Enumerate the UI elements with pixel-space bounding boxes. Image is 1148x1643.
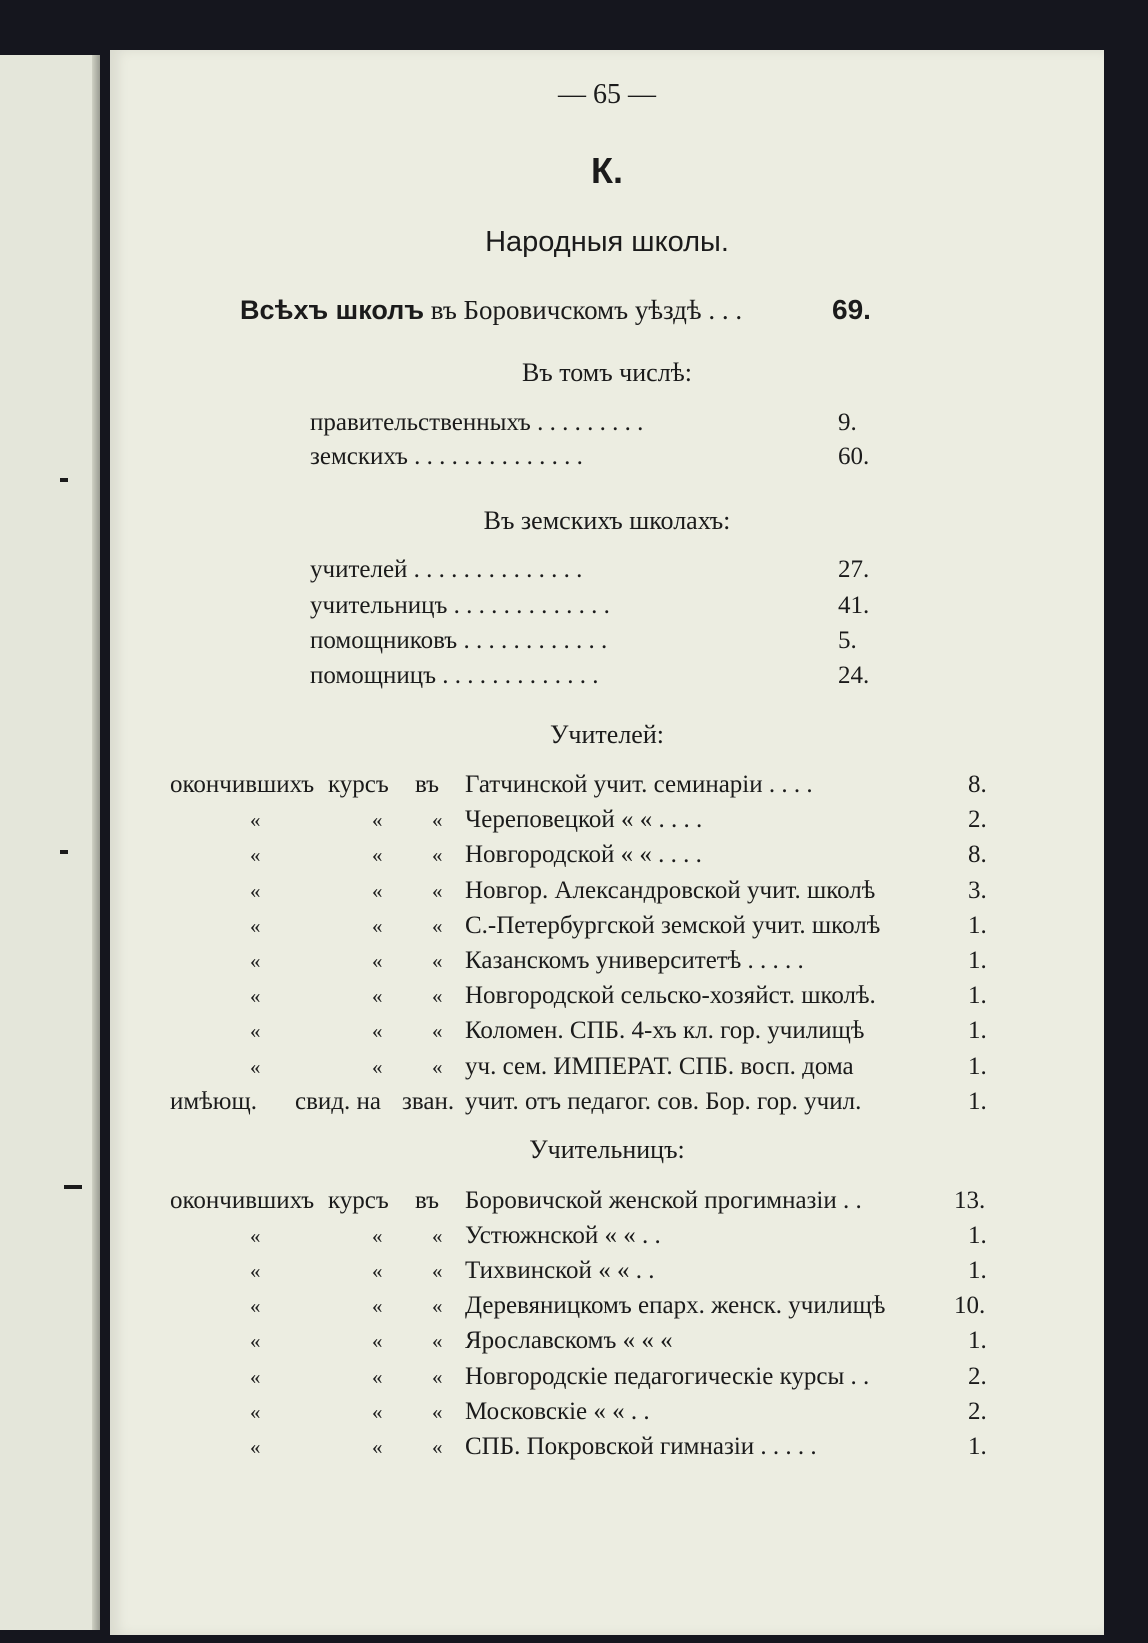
row-value: 3. (968, 876, 987, 904)
row-value: 2. (968, 806, 987, 834)
col-2: « (372, 949, 383, 973)
col-1: окончившихъ (170, 1187, 315, 1214)
col-3: « (432, 808, 443, 833)
row-value: 1. (968, 1052, 987, 1080)
col-2: « (372, 843, 383, 868)
table-row (110, 876, 1104, 906)
staff-label: учительницъ . . . . . . . . . . . . . (310, 592, 610, 619)
row-description: уч. сем. ИМПЕРАТ. СПБ. восп. дома (465, 1052, 854, 1080)
col-2: « (372, 1259, 383, 1284)
row-description: Гатчинской учит. семинаріи . . . . (465, 771, 813, 798)
section-letter: К. (591, 150, 623, 191)
col-1: « (250, 878, 261, 903)
row-value: 8. (968, 771, 987, 798)
col-1: « (250, 1054, 261, 1079)
col-2: курсъ (328, 771, 389, 798)
type-row (110, 442, 1104, 472)
table-row (110, 1052, 1104, 1082)
table-row (110, 1362, 1104, 1392)
col-3: зван. (402, 1087, 455, 1115)
type-row (110, 408, 1104, 438)
col-3: « (432, 1259, 443, 1284)
col-1: « (250, 1399, 261, 1424)
col-1: окончившихъ (170, 771, 315, 798)
row-value: 13. (954, 1187, 986, 1214)
row-description: Устюжнской « « . . (465, 1222, 661, 1250)
row-description: С.-Петербургской земской учит. школѣ (465, 911, 881, 939)
col-3: « (432, 1364, 443, 1389)
col-3: въ (415, 771, 440, 798)
col-2: « (372, 808, 383, 833)
type-value: 9. (838, 409, 857, 436)
table-row (110, 1432, 1104, 1462)
col-3: « (432, 1054, 443, 1079)
row-description: Череповецкой « « . . . . (465, 806, 703, 834)
col-3: въ (415, 1187, 440, 1214)
col-1: « (250, 1434, 261, 1459)
total-value: 69. (832, 294, 871, 325)
col-2: « (372, 1294, 383, 1319)
row-value: 1. (968, 1017, 987, 1045)
row-description: Новгородскіе педагогическіе курсы . . (465, 1362, 870, 1390)
staff-label: помощницъ . . . . . . . . . . . . . (310, 662, 599, 689)
table-row (110, 911, 1104, 941)
total-label-bold: Всѣхъ школъ (240, 295, 425, 325)
col-2: « (372, 1329, 383, 1354)
staff-value: 5. (838, 627, 857, 654)
table-row (110, 805, 1104, 835)
col-2: « (372, 913, 383, 938)
col-1: « (250, 1224, 261, 1249)
section-title: Народныя школы. (485, 226, 729, 258)
staff-value: 41. (838, 592, 870, 619)
margin-mark (60, 850, 68, 854)
row-description: Московскіе « « . . (465, 1397, 650, 1425)
col-1: « (250, 1294, 261, 1319)
col-2: « (372, 1399, 383, 1424)
table-row (110, 1397, 1104, 1427)
col-2: курсъ (328, 1187, 389, 1214)
col-1: « (250, 984, 261, 1009)
col-1: имѣющ. (170, 1087, 257, 1115)
table-row (110, 840, 1104, 870)
col-3: « (432, 1329, 443, 1354)
page-number: — 65 — (558, 79, 656, 110)
staff-row (110, 626, 1104, 656)
table-row (110, 1256, 1104, 1286)
row-value: 1. (968, 1257, 987, 1285)
table-row (110, 1016, 1104, 1046)
row-description: Казанскомъ университетѣ . . . . . (465, 947, 804, 974)
type-label: правительственныхъ . . . . . . . . . (310, 409, 644, 436)
col-3: « (432, 913, 443, 938)
subhead-included: Въ томъ числѣ: (521, 358, 693, 387)
col-1: « (250, 1259, 261, 1284)
table-row (110, 1087, 1104, 1117)
type-value: 60. (838, 443, 870, 470)
col-3: « (432, 878, 443, 903)
subhead-zemstvo: Въ земскихъ школахъ: (483, 506, 731, 535)
page-fold-shadow (92, 55, 100, 1630)
type-label: земскихъ . . . . . . . . . . . . . . (310, 443, 583, 470)
row-value: 1. (968, 982, 987, 1010)
col-1: « (250, 1364, 261, 1389)
col-2: « (372, 1054, 383, 1079)
col-2: « (372, 1224, 383, 1249)
row-description: Боровичской женской прогимназіи . . (465, 1187, 862, 1214)
row-value: 2. (968, 1362, 987, 1390)
col-1: « (250, 1019, 261, 1044)
table-row (110, 946, 1104, 976)
left-page-edge (0, 55, 100, 1630)
col-3: « (432, 1224, 443, 1249)
col-2: « (372, 984, 383, 1009)
col-2: « (372, 1019, 383, 1044)
col-1: « (250, 1329, 261, 1354)
table-row (110, 770, 1104, 800)
row-value: 1. (968, 1432, 987, 1460)
row-description: Ярославскомъ « « « (465, 1327, 673, 1355)
row-description: Деревяницкомъ епарх. женск. училищѣ (465, 1292, 886, 1320)
document-page (110, 50, 1104, 1635)
col-3: « (432, 1434, 443, 1459)
col-1: « (250, 913, 261, 938)
staff-value: 24. (838, 662, 870, 689)
table-row (110, 1221, 1104, 1251)
staff-label: учителей . . . . . . . . . . . . . . (310, 556, 583, 583)
row-value: 8. (968, 841, 987, 869)
col-2: « (372, 1364, 383, 1389)
row-description: Коломен. СПБ. 4-хъ кл. гор. училищѣ (465, 1017, 865, 1045)
staff-value: 27. (838, 556, 870, 583)
total-schools-line (240, 293, 742, 327)
subhead-teachers: Учителей: (550, 720, 664, 749)
col-2: « (372, 1434, 383, 1459)
row-value: 1. (968, 911, 987, 939)
table-row (110, 1291, 1104, 1321)
staff-row (110, 591, 1104, 621)
row-description: Тихвинской « « . . (465, 1257, 655, 1285)
staff-row (110, 661, 1104, 691)
staff-row (110, 555, 1104, 585)
table-row (110, 981, 1104, 1011)
col-3: « (432, 1019, 443, 1044)
row-value: 1. (968, 1087, 987, 1115)
col-3: « (432, 949, 443, 973)
row-value: 1. (968, 1222, 987, 1250)
margin-mark (64, 1185, 82, 1189)
margin-mark (60, 478, 68, 482)
total-label-rest: въ Боровичскомъ уѣздѣ . . . (430, 295, 743, 325)
row-description: Новгородской « « . . . . (465, 841, 702, 869)
col-2: свид. на (295, 1087, 381, 1115)
col-3: « (432, 984, 443, 1009)
col-2: « (372, 878, 383, 903)
col-3: « (432, 1399, 443, 1424)
col-3: « (432, 1294, 443, 1319)
row-description: Новгородской сельско-хозяйст. школѣ. (465, 982, 876, 1010)
row-value: 2. (968, 1397, 987, 1425)
row-description: учит. отъ педагог. сов. Бор. гор. учил. (465, 1087, 862, 1115)
table-row (110, 1326, 1104, 1356)
row-value: 1. (968, 947, 987, 974)
col-3: « (432, 843, 443, 868)
row-value: 10. (954, 1292, 986, 1320)
col-1: « (250, 808, 261, 833)
table-row (110, 1186, 1104, 1216)
staff-label: помощниковъ . . . . . . . . . . . . (310, 627, 608, 654)
row-description: СПБ. Покровской гимназіи . . . . . (465, 1432, 817, 1460)
col-1: « (250, 949, 261, 973)
subhead-female-teachers: Учительницъ: (529, 1135, 685, 1164)
col-1: « (250, 843, 261, 868)
row-value: 1. (968, 1327, 987, 1355)
row-description: Новгор. Александровской учит. школѣ (465, 876, 876, 904)
